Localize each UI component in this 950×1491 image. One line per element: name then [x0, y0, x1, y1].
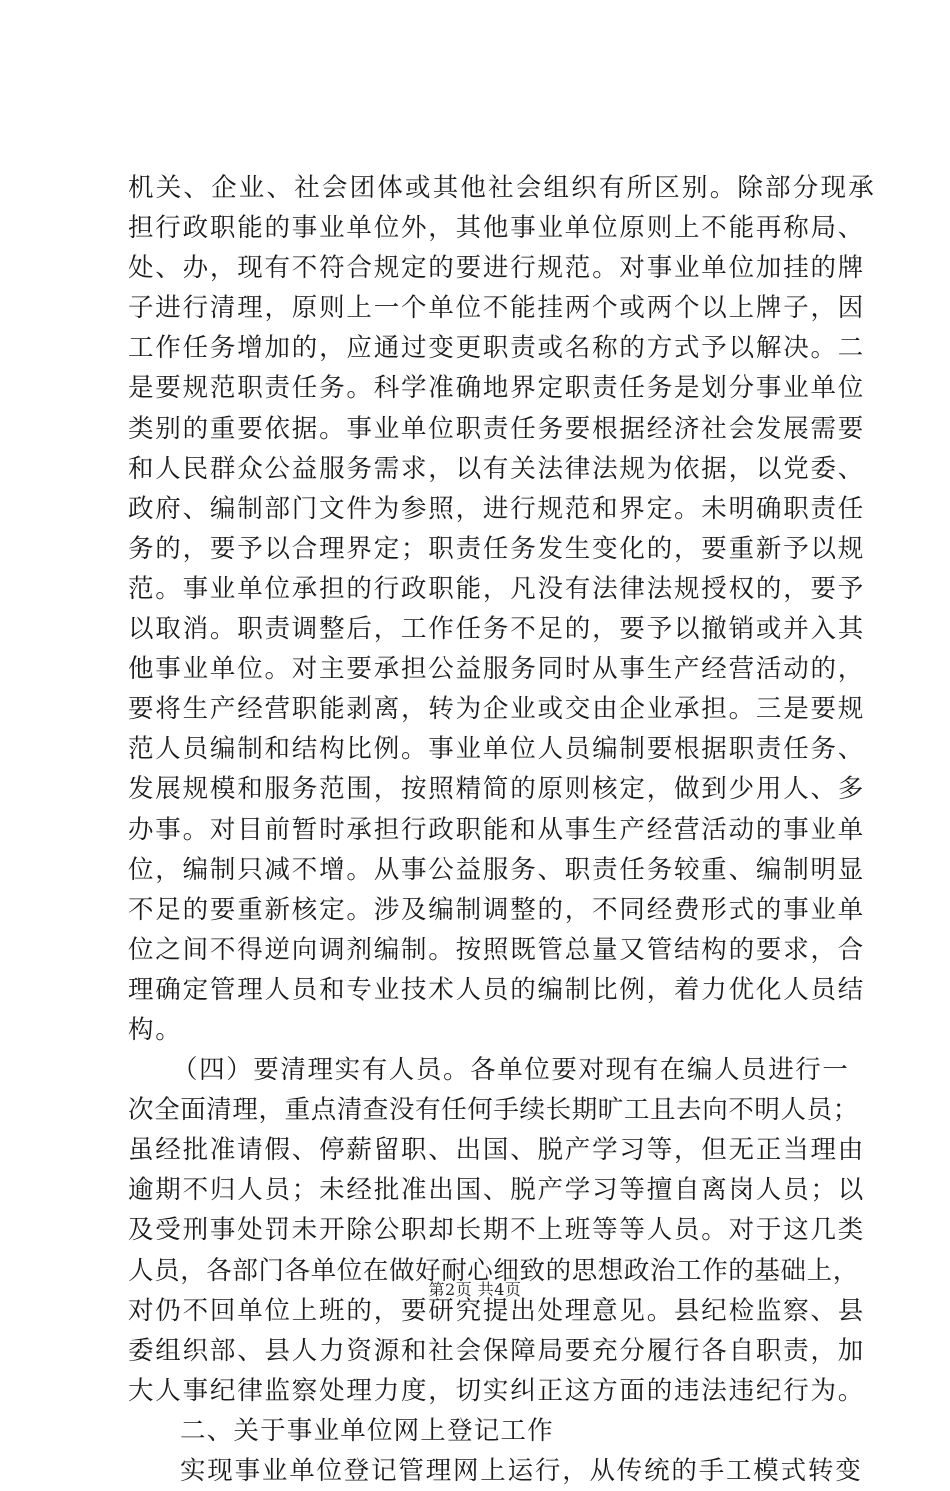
text-line: 及受刑事处罚未开除公职却长期不上班等等人员。对于这几类 — [128, 1215, 866, 1246]
text-line: 位之间不得逆向调剂编制。按照既管总量又管结构的要求，合 — [128, 934, 866, 965]
text-line: 政府、编制部门文件为参照，进行规范和界定。未明确职责任 — [128, 493, 866, 524]
text-line: 以取消。职责调整后，工作任务不足的，要予以撤销或并入其 — [128, 614, 866, 645]
text-line: 是要规范职责任务。科学准确地界定职责任务是划分事业单位 — [128, 373, 866, 404]
text-line: 要将生产经营职能剥离，转为企业或交由企业承担。三是要规 — [128, 694, 866, 725]
text-line: 和人民群众公益服务需求，以有关法律法规为依据，以党委、 — [128, 453, 866, 484]
text-line: 理确定管理人员和专业技术人员的编制比例，着力优化人员结 — [128, 974, 866, 1005]
text-line: 工作任务增加的，应通过变更职责或名称的方式予以解决。二 — [128, 333, 866, 364]
text-line: 处、办，现有不符合规定的要进行规范。对事业单位加挂的牌 — [128, 253, 866, 284]
text-line: 大人事纪律监察处理力度，切实纠正这方面的违法违纪行为。 — [128, 1375, 866, 1406]
text-line: 他事业单位。对主要承担公益服务同时从事生产经营活动的， — [128, 654, 866, 685]
text-line: 次全面清理，重点清查没有任何手续长期旷工且去向不明人员； — [128, 1095, 859, 1126]
text-line: 发展规模和服务范围，按照精简的原则核定，做到少用人、多 — [128, 774, 866, 805]
section-heading: 二、关于事业单位网上登记工作 — [180, 1415, 554, 1446]
text-line: 类别的重要依据。事业单位职责任务要根据经济社会发展需要 — [128, 413, 866, 444]
page-number: 第2页 共4页 — [428, 1280, 522, 1299]
text-line: 虽经批准请假、停薪留职、出国、脱产学习等，但无正当理由 — [128, 1135, 866, 1166]
text-line: 逾期不归人员；未经批准出国、脱产学习等擅自离岗人员；以 — [128, 1175, 866, 1206]
text-line: 位，编制只减不增。从事公益服务、职责任务较重、编制明显 — [128, 854, 866, 885]
text-line: 委组织部、县人力资源和社会保障局要充分履行各自职责，加 — [128, 1335, 866, 1366]
text-line: 范人员编制和结构比例。事业单位人员编制要根据职责任务、 — [128, 734, 866, 765]
text-line: 对仍不回单位上班的，要研究提出处理意见。县纪检监察、县 — [128, 1295, 866, 1326]
text-line: 不足的要重新核定。涉及编制调整的，不同经费形式的事业单 — [128, 894, 866, 925]
text-line: 机关、企业、社会团体或其他社会组织有所区别。除部分现承 — [128, 173, 876, 203]
text-line: 办事。对目前暂时承担行政职能和从事生产经营活动的事业单 — [128, 814, 866, 845]
text-line: 担行政职能的事业单位外，其他事业单位原则上不能再称局、 — [128, 213, 866, 244]
text-line: 构。 — [128, 1014, 183, 1045]
text-line: 人员，各部门各单位在做好耐心细致的思想政治工作的基础上， — [128, 1255, 859, 1286]
paragraph-start-line: 实现事业单位登记管理网上运行，从传统的手工模式转变 — [180, 1456, 863, 1486]
text-line: 子进行清理，原则上一个单位不能挂两个或两个以上牌子，因 — [128, 293, 866, 324]
paragraph-start-line: （四）要清理实有人员。各单位要对现有在编人员进行一 — [172, 1055, 850, 1086]
text-line: 范。事业单位承担的行政职能，凡没有法律法规授权的，要予 — [128, 573, 866, 604]
text-line: 务的，要予以合理界定；职责任务发生变化的，要重新予以规 — [128, 533, 866, 564]
